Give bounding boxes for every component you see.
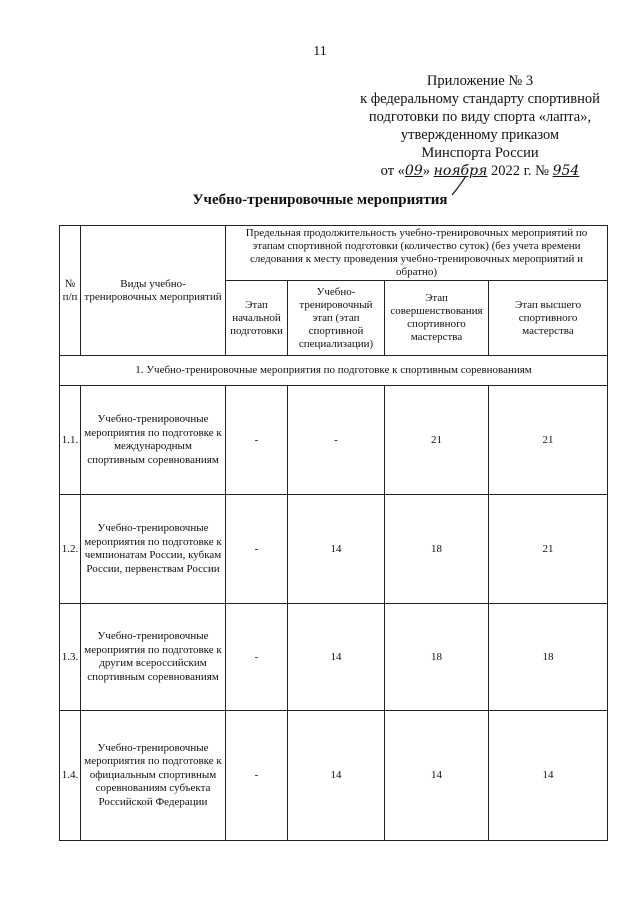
table-row (60, 711, 608, 841)
page-number: 11 (313, 44, 327, 59)
cell-value: - (288, 386, 385, 495)
table-header-row (60, 226, 608, 281)
date-month: ноября (433, 163, 488, 179)
order-number: 954 (552, 163, 580, 179)
cell-value: 18 (385, 495, 489, 604)
stage-header: Этап начальной подготовки (226, 281, 288, 356)
appendix-line-1: Приложение № 3 (426, 73, 534, 89)
row-kind: Учебно-тренировочные мероприятия по подготовке к международным спортивным соревнованиям (81, 386, 226, 495)
cell-value: 14 (288, 495, 385, 604)
cell-value: - (226, 604, 288, 711)
row-number: 1.1. (60, 386, 81, 495)
appendix-line-2: к федеральному стандарту спортивной (360, 91, 600, 107)
appendix-line-3: подготовки по виду спорта «лапта», (368, 109, 592, 125)
appendix-line-4: утвержденному приказом (400, 127, 560, 143)
cell-value: 14 (489, 711, 608, 841)
training-events-table (59, 225, 608, 841)
cell-value: 14 (288, 604, 385, 711)
stage-header: Учебно-тренировочный этап (этап спортивной специализации) (288, 281, 385, 356)
cell-value: 21 (385, 386, 489, 495)
appendix-header (330, 72, 630, 180)
cell-value: 21 (489, 495, 608, 604)
table-row (60, 495, 608, 604)
row-kind: Учебно-тренировочные мероприятия по подготовке к чемпионатам России, кубкам России, первенствам России (81, 495, 226, 604)
date-mid: » (422, 163, 430, 179)
cell-value: 14 (288, 711, 385, 841)
order-date-line (330, 162, 630, 180)
table-row (60, 386, 608, 495)
date-year: 2022 г. № (490, 163, 549, 179)
cell-value: - (226, 495, 288, 604)
stage-header: Этап высшего спортивного мастерства (489, 281, 608, 356)
date-prefix: от « (380, 163, 405, 179)
col-number-header: № п/п (60, 226, 81, 356)
date-day: 09 (404, 163, 423, 179)
section-row (60, 356, 608, 386)
stage-header: Этап совершенствования спортивного мастерства (385, 281, 489, 356)
col-kind-header: Виды учебно-тренировочных мероприятий (81, 226, 226, 356)
table-row (60, 604, 608, 711)
cell-value: 18 (385, 604, 489, 711)
section-title: 1. Учебно-тренировочные мероприятия по подготовке к спортивным соревнованиям (60, 356, 608, 386)
cell-value: 21 (489, 386, 608, 495)
row-kind: Учебно-тренировочные мероприятия по подготовке к официальным спортивным соревнованиям субъекта Российской Федерации (81, 711, 226, 841)
document-title: Учебно-тренировочные мероприятия (192, 192, 448, 208)
appendix-line-5: Минспорта России (421, 145, 539, 161)
row-number: 1.3. (60, 604, 81, 711)
cell-value: - (226, 386, 288, 495)
col-group-header: Предельная продолжительность учебно-тренировочных мероприятий по этапам спортивной подготовки (количество суток) (без учета времени следования к месту проведения учебно-тренировочных мероприятий и обратно) (226, 226, 608, 281)
row-number: 1.2. (60, 495, 81, 604)
row-kind: Учебно-тренировочные мероприятия по подготовке к другим всероссийским спортивным соревнованиям (81, 604, 226, 711)
cell-value: 14 (385, 711, 489, 841)
row-number: 1.4. (60, 711, 81, 841)
cell-value: 18 (489, 604, 608, 711)
cell-value: - (226, 711, 288, 841)
